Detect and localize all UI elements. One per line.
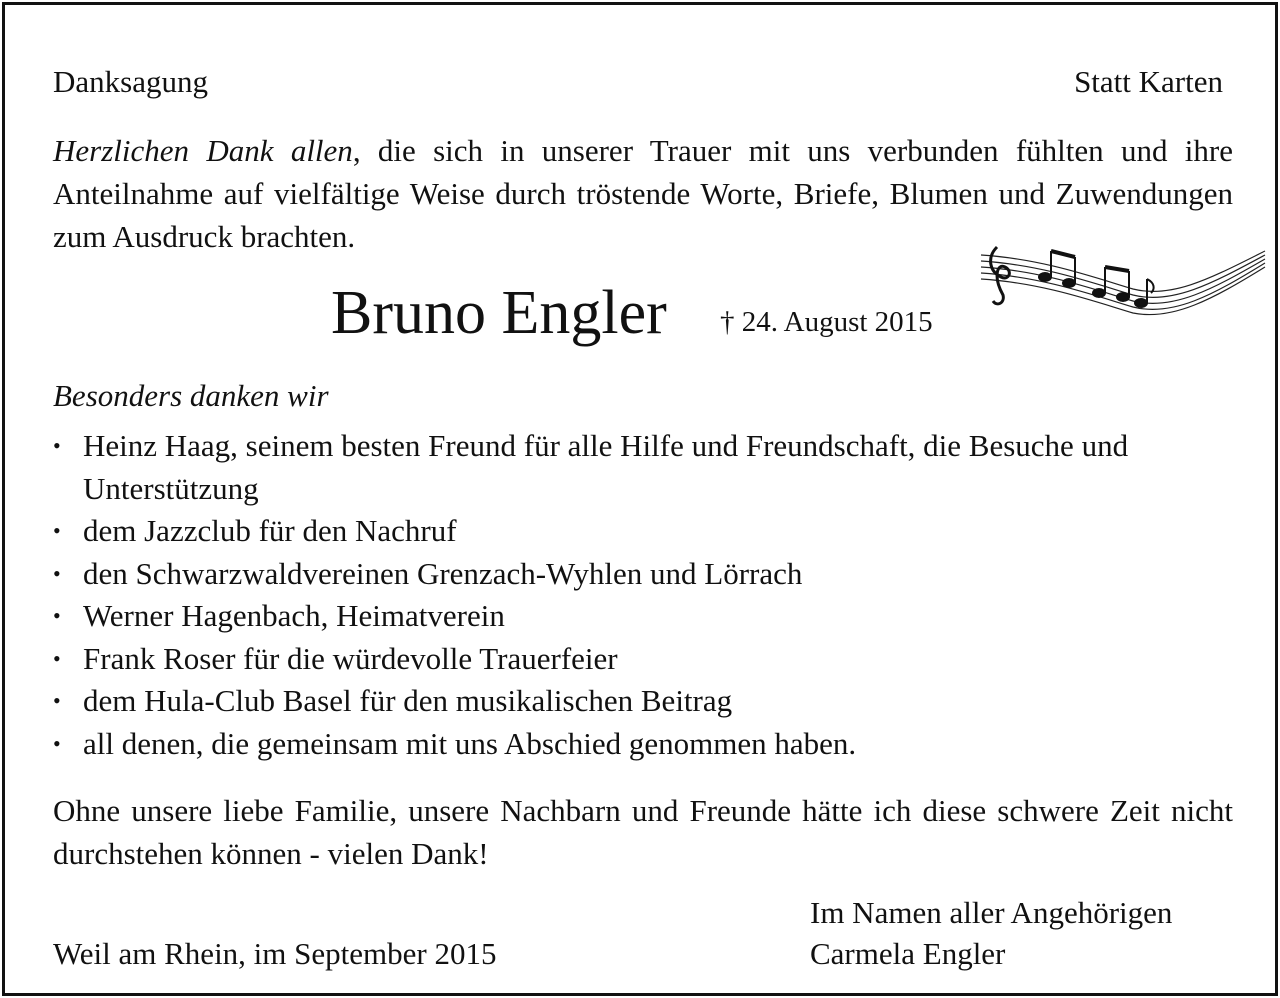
list-item bbox=[53, 638, 1243, 681]
signer-name: Carmela Engler bbox=[810, 936, 1006, 971]
on-behalf-line: Im Namen aller Angehörigen bbox=[810, 895, 1173, 930]
bullet-icon: • bbox=[53, 688, 61, 713]
thanks-heading: Besonders danken wir bbox=[53, 378, 329, 413]
bullet-icon: • bbox=[53, 518, 61, 543]
intro-italic-lead: Herzlichen Dank allen bbox=[53, 133, 353, 168]
bullet-icon: • bbox=[53, 560, 61, 586]
statt-karten-label: Statt Karten bbox=[1074, 64, 1223, 99]
list-item-text: Frank Roser für die würdevolle Trauerfeier bbox=[83, 640, 618, 676]
death-date: † 24. August 2015 bbox=[720, 306, 933, 338]
notice-frame bbox=[2, 2, 1278, 996]
thanks-list bbox=[53, 425, 1243, 765]
bullet-icon: • bbox=[53, 730, 61, 756]
list-item bbox=[53, 595, 1243, 638]
bullet-icon: • bbox=[53, 433, 61, 458]
deceased-name: Bruno Engler bbox=[331, 279, 667, 347]
intro-text: , die sich in unserer Trauer mit uns verbunden fühlten und ihre Anteilnahme auf vielfältige Weise durch tröstende Worte, Briefe, Blumen und Zuwendungen zum Ausdruck brachten. bbox=[53, 133, 1233, 254]
list-item-text: all denen, die gemeinsam mit uns Abschied genommen haben. bbox=[83, 725, 857, 761]
list-item-text: Werner Hagenbach, Heimatverein bbox=[83, 598, 505, 633]
music-notes-staff-icon bbox=[973, 237, 1269, 321]
notice-type-label: Danksagung bbox=[53, 64, 208, 99]
list-item bbox=[53, 680, 1243, 723]
list-item-text: Heinz Haag, seinem besten Freund für alle Hilfe und Freundschaft, die Besuche und Unterstützung bbox=[83, 428, 1129, 506]
list-item bbox=[53, 510, 1243, 553]
list-item bbox=[53, 553, 1243, 596]
list-item-text: den Schwarzwaldvereinen Grenzach-Wyhlen und Lörrach bbox=[83, 555, 803, 591]
bullet-icon: • bbox=[53, 603, 61, 628]
bullet-icon: • bbox=[53, 645, 61, 671]
list-item bbox=[53, 425, 1243, 510]
place-date: Weil am Rhein, im September 2015 bbox=[53, 936, 497, 971]
closing-paragraph: Ohne unsere liebe Familie, unsere Nachbarn und Freunde hätte ich diese schwere Zeit nicht durchstehen können - vielen Dank! bbox=[53, 793, 1233, 871]
list-item bbox=[53, 723, 1243, 766]
list-item-text: dem Jazzclub für den Nachruf bbox=[83, 513, 457, 548]
list-item-text: dem Hula-Club Basel für den musikalischen Beitrag bbox=[83, 683, 733, 718]
